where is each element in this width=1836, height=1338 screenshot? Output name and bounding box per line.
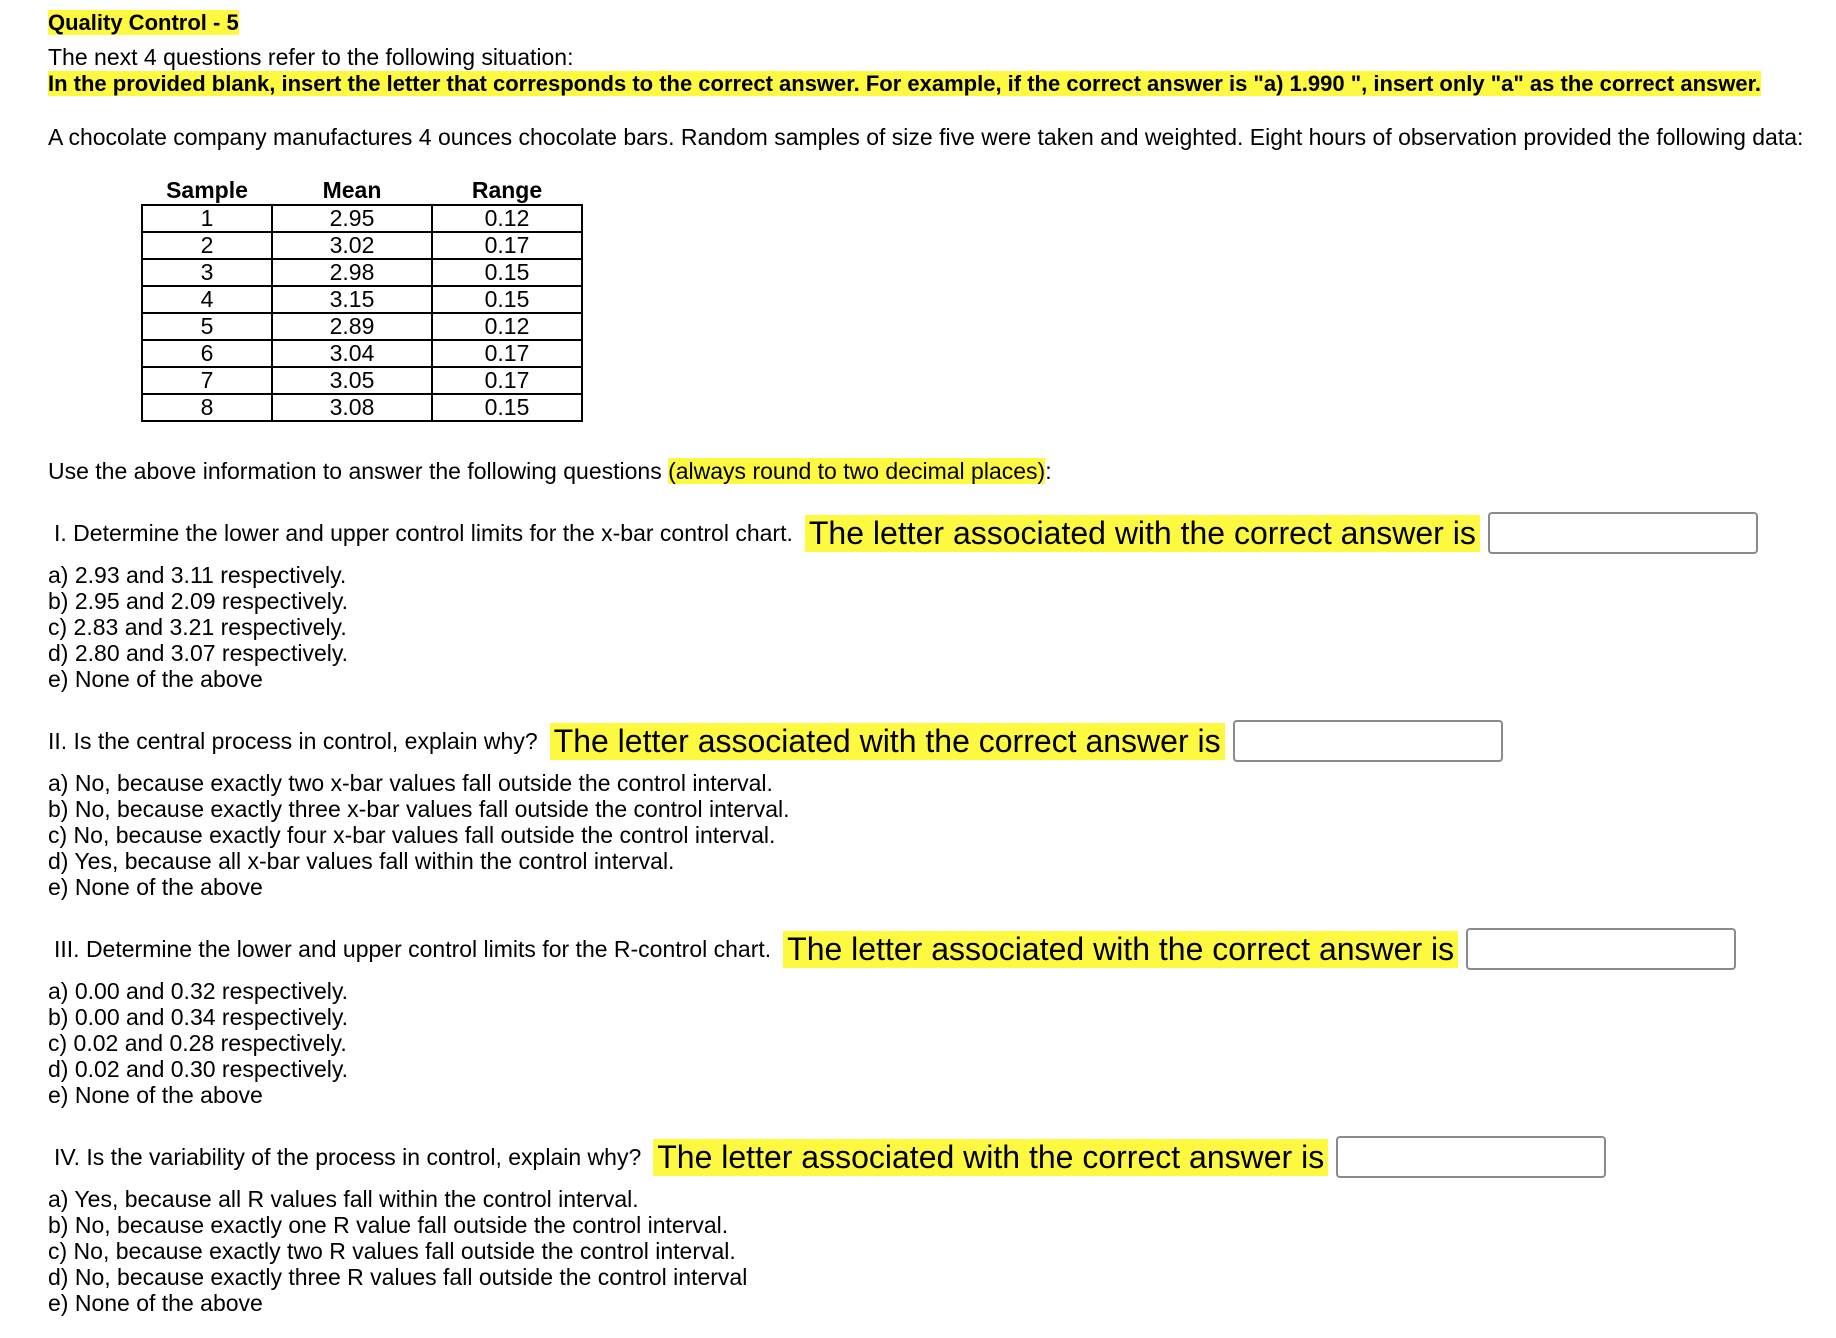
use-info-lead: Use the above information to answer the following questions	[48, 458, 669, 484]
option-b: b) No, because exactly three x-bar values fall outside the control interval.	[48, 796, 790, 822]
cell-range: 0.12	[432, 205, 582, 232]
answer-prompt: The letter associated with the correct answer is	[783, 931, 1458, 968]
option-e: e) None of the above	[48, 666, 263, 692]
data-table	[141, 176, 583, 422]
cell-range: 0.17	[432, 340, 582, 367]
question-4-text: IV. Is the variability of the process in control, explain why?	[54, 1143, 642, 1170]
cell-sample: 4	[142, 286, 272, 313]
option-c: c) 0.02 and 0.28 respectively.	[48, 1030, 347, 1056]
question-4-options	[48, 1186, 747, 1316]
question-2-text: II. Is the central process in control, explain why?	[48, 727, 538, 754]
cell-sample: 8	[142, 394, 272, 421]
cell-range: 0.15	[432, 286, 582, 313]
cell-sample: 3	[142, 259, 272, 286]
table-row	[142, 340, 582, 367]
question-2-options	[48, 770, 790, 900]
question-4	[54, 1136, 1606, 1178]
header-mean: Mean	[322, 176, 382, 203]
question-3-options	[48, 978, 348, 1108]
option-e: e) None of the above	[48, 874, 263, 900]
cell-mean: 3.15	[272, 286, 432, 313]
cell-range: 0.17	[432, 232, 582, 259]
answer-prompt: The letter associated with the correct answer is	[805, 515, 1480, 552]
table-row	[142, 259, 582, 286]
rounding-note: (always round to two decimal places)	[668, 458, 1046, 484]
cell-sample: 2	[142, 232, 272, 259]
header-range: Range	[471, 176, 543, 203]
answer-input-3[interactable]	[1466, 928, 1736, 970]
option-b: b) No, because exactly one R value fall outside the control interval.	[48, 1212, 729, 1238]
cell-sample: 7	[142, 367, 272, 394]
cell-mean: 3.04	[272, 340, 432, 367]
answer-input-2[interactable]	[1233, 720, 1503, 762]
table-row	[142, 313, 582, 340]
option-b: b) 0.00 and 0.34 respectively.	[48, 1004, 349, 1030]
option-a: a) No, because exactly two x-bar values fall outside the control interval.	[48, 770, 773, 796]
option-c: c) No, because exactly four x-bar values fall outside the control interval.	[48, 822, 776, 848]
question-3-text: III. Determine the lower and upper control limits for the R-control chart.	[54, 935, 772, 962]
option-d: d) 0.02 and 0.30 respectively.	[48, 1056, 349, 1082]
situation-text: A chocolate company manufactures 4 ounces chocolate bars. Random samples of size five were taken and weighted. Eight hours of observation provided the following data:	[48, 124, 1804, 150]
table-row	[142, 232, 582, 259]
cell-range: 0.17	[432, 367, 582, 394]
table-row	[142, 286, 582, 313]
table-row	[142, 394, 582, 421]
cell-mean: 2.89	[272, 313, 432, 340]
answer-input-1[interactable]	[1488, 512, 1758, 554]
question-1-text: I. Determine the lower and upper control limits for the x-bar control chart.	[54, 519, 793, 546]
cell-range: 0.15	[432, 259, 582, 286]
cell-range: 0.12	[432, 313, 582, 340]
option-d: d) 2.80 and 3.07 respectively.	[48, 640, 349, 666]
option-e: e) None of the above	[48, 1290, 263, 1316]
answer-prompt: The letter associated with the correct answer is	[550, 723, 1225, 760]
intro-text: The next 4 questions refer to the following situation:	[48, 44, 574, 70]
question-3	[54, 928, 1736, 970]
cell-mean: 2.95	[272, 205, 432, 232]
cell-sample: 5	[142, 313, 272, 340]
option-e: e) None of the above	[48, 1082, 263, 1108]
option-d: d) Yes, because all x-bar values fall within the control interval.	[48, 848, 675, 874]
option-a: a) 0.00 and 0.32 respectively.	[48, 978, 349, 1004]
cell-sample: 6	[142, 340, 272, 367]
option-c: c) 2.83 and 3.21 respectively.	[48, 614, 347, 640]
option-d: d) No, because exactly three R values fall outside the control interval	[48, 1264, 748, 1290]
header-sample: Sample	[166, 176, 248, 203]
use-info-end: :	[1045, 458, 1052, 484]
table-row	[142, 205, 582, 232]
table-header-row	[142, 176, 582, 205]
question-1-options	[48, 562, 348, 692]
cell-mean: 2.98	[272, 259, 432, 286]
cell-range: 0.15	[432, 394, 582, 421]
answer-prompt: The letter associated with the correct answer is	[653, 1139, 1328, 1176]
option-a: a) Yes, because all R values fall within the control interval.	[48, 1186, 639, 1212]
table-row	[142, 367, 582, 394]
use-info-text	[48, 458, 1052, 484]
option-a: a) 2.93 and 3.11 respectively.	[48, 562, 347, 588]
question-1	[54, 512, 1758, 554]
cell-mean: 3.05	[272, 367, 432, 394]
option-c: c) No, because exactly two R values fall outside the control interval.	[48, 1238, 736, 1264]
cell-sample: 1	[142, 205, 272, 232]
option-b: b) 2.95 and 2.09 respectively.	[48, 588, 349, 614]
instruction-text: In the provided blank, insert the letter that corresponds to the correct answer. For example, if the correct answer is "a) 1.990 ", insert only "a" as the correct answer.	[48, 71, 1762, 96]
cell-mean: 3.08	[272, 394, 432, 421]
cell-mean: 3.02	[272, 232, 432, 259]
question-2	[48, 720, 1503, 762]
page-title: Quality Control - 5	[48, 10, 239, 35]
answer-input-4[interactable]	[1336, 1136, 1606, 1178]
